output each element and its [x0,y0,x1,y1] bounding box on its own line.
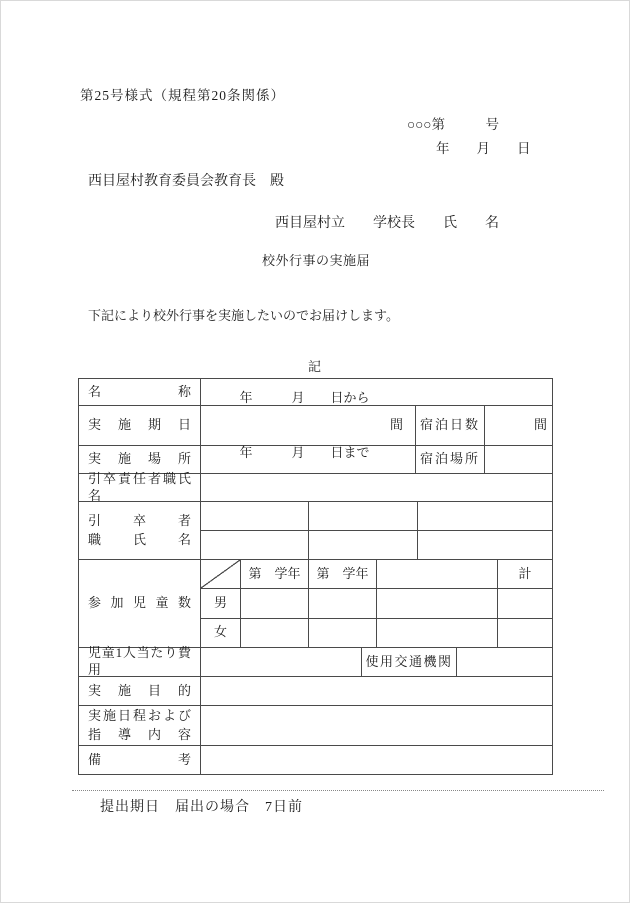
document-number-line: ○○○第 号 [407,117,499,132]
participants-header-row [200,560,552,588]
place-label-cell [79,446,200,473]
transport-label-cell: 使用交通機関 [361,648,456,676]
diagonal-header-cell [200,560,240,588]
row-remarks [79,745,552,774]
escort-cell [200,502,308,530]
participants-male-row [200,588,552,617]
female-label-cell: 女 [200,619,240,647]
lodging-label-cell: 宿泊場所 [415,446,484,473]
escort-cell [200,531,308,559]
escorts-label-line2: 職氏名 [88,531,191,547]
lodging-value-cell [484,446,552,473]
escorts-label-cell [79,502,200,559]
escorts-grid [200,502,552,559]
cost-value-cell [200,648,361,676]
remarks-value-cell [200,746,552,774]
escorts-grid-row2 [200,530,552,559]
period-value-cell [200,390,415,460]
male-grade1-cell [240,589,308,617]
escorts-label-line1: 引卒者 [88,513,191,529]
escort-cell [308,502,417,530]
addressee-line: 西目屋村教育委員会教育長 殿 [88,174,284,189]
name-label: 名称 [88,383,191,399]
sender-line: 西目屋村立 学校長 氏 名 [275,216,499,231]
grade-extra-header-cell [376,560,497,588]
participants-grid [200,560,552,647]
male-extra-cell [376,589,497,617]
nights-value-cell [484,406,552,445]
footer-note: 提出期日 届出の場合 7日前 [100,800,303,815]
form-title: 校外行事の実施届 [262,253,371,268]
table-heading: 記 [307,359,321,374]
nights-label-cell: 宿泊日数 [415,406,484,445]
cost-label-cell [79,645,200,677]
male-label-cell: 男 [200,589,240,617]
participants-label: 参加児童数 [88,595,191,611]
purpose-label-cell [79,677,200,705]
nights-unit: 間 [533,417,547,433]
escort-cell [417,531,552,559]
female-extra-cell [376,619,497,647]
form-table [78,378,553,775]
total-header-cell: 計 [497,560,552,588]
body-text: 下記により校外行事を実施したいのでお届けします。 [88,308,399,323]
cost-label: 児童1人当たり費用 [88,645,191,677]
participants-female-row [200,618,552,647]
schedule-label-cell [79,706,200,745]
date-line: 年 月 日 [436,141,531,156]
male-grade2-cell [308,589,376,617]
row-schedule [79,705,552,745]
grade2-header-cell: 第 学年 [308,560,376,588]
row-participants [79,559,552,647]
period-duration-unit: 間 [389,417,403,433]
period-label: 実施期日 [88,417,191,433]
remarks-label-cell [79,746,200,774]
grade1-header-cell: 第 学年 [240,560,308,588]
leader-value-cell [200,474,552,501]
row-place [79,445,552,473]
purpose-label: 実施目的 [88,682,191,698]
escort-cell [417,502,552,530]
female-grade2-cell [308,619,376,647]
leader-label-cell [79,470,200,503]
footer-dotted-divider [72,790,604,791]
purpose-value-cell [200,677,552,705]
schedule-label-line1: 実施日程および [88,708,191,724]
period-label-cell [79,406,200,445]
row-leader [79,470,552,503]
place-label: 実施場所 [88,451,191,467]
row-cost [79,647,552,676]
escorts-grid-row1 [200,502,552,530]
schedule-value-cell [200,706,552,745]
female-grade1-cell [240,619,308,647]
leader-label: 引卒責任者職氏名 [88,470,191,503]
place-value-cell [200,446,415,473]
escort-cell [308,531,417,559]
male-total-cell [497,589,552,617]
schedule-label-line2: 指導内容 [88,726,191,742]
participants-label-cell [79,560,200,647]
name-label-cell [79,379,200,405]
transport-value-cell [456,648,552,676]
female-total-cell [497,619,552,647]
row-purpose [79,676,552,705]
form-number: 第25号様式（規程第20条関係） [80,88,285,103]
period-from-line: 年 月 日から [239,390,370,406]
period-to-line: 年 月 日まで [239,444,370,460]
remarks-label: 備考 [88,751,191,767]
row-escorts [79,501,552,559]
